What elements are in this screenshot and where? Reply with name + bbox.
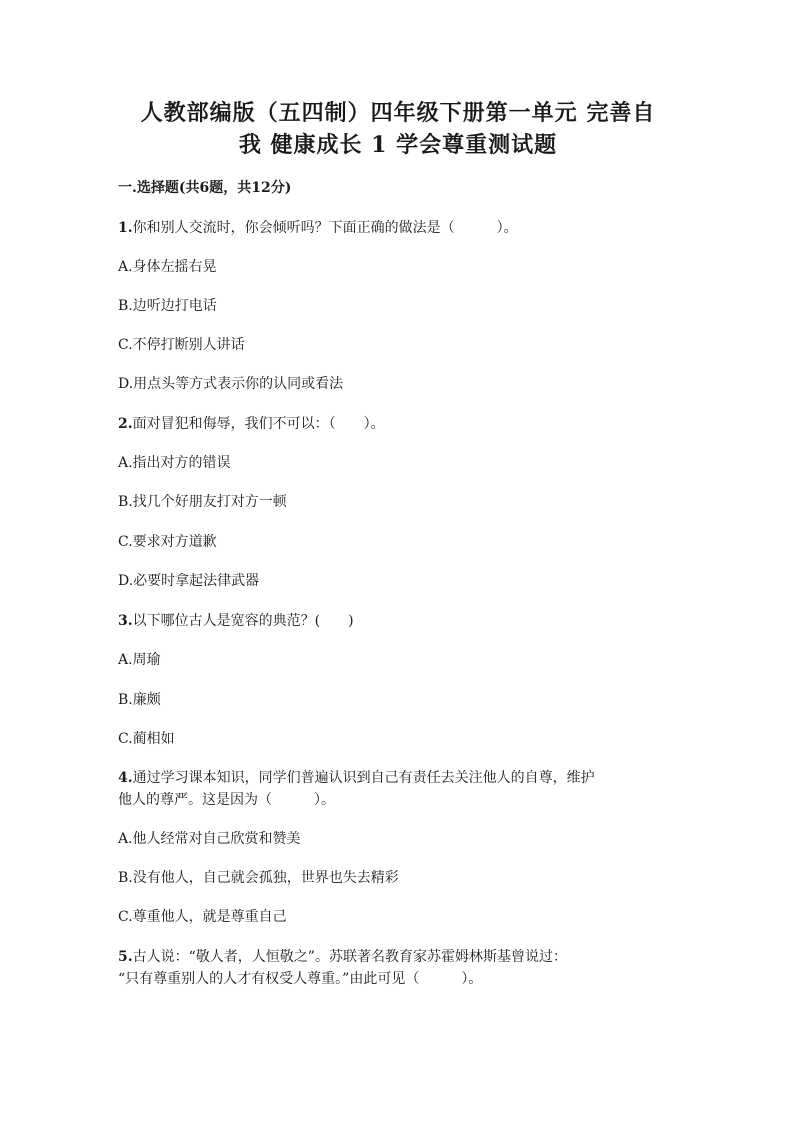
question-4-stem-line-2: 他人的尊严。这是因为（ ）。: [118, 792, 335, 808]
question-stem-line-1: 古人说：“敬人者，人恒敬之”。苏联著名教育家苏霍姆林斯基曾说过：: [132, 949, 567, 965]
question-5: [118, 947, 567, 967]
question-2-option-a: A.指出对方的错误: [118, 455, 231, 471]
question-1-option-a: A.身体左摇右晃: [118, 259, 217, 275]
section-header: 一.选择题(共6题，共12分): [118, 180, 292, 196]
title-line-1: 人教部编版（五四制）四年级下册第一单元 完善自: [140, 100, 656, 126]
question-2: [118, 414, 385, 434]
question-2-option-b: B.找几个好朋友打对方一顿: [118, 494, 287, 510]
question-3-option-b: B.廉颇: [118, 692, 161, 708]
question-number: 1.: [118, 220, 133, 236]
title-line-2: 我 健康成长 1 学会尊重测试题: [238, 132, 558, 158]
question-4-option-b: B.没有他人，自己就会孤独，世界也失去精彩: [118, 870, 399, 886]
question-number: 4.: [118, 770, 133, 786]
question-number: 5.: [118, 949, 133, 965]
question-5-stem-line-2: “只有尊重别人的人才有权受人尊重。”由此可见（ ）。: [118, 971, 483, 987]
question-stem: 以下哪位古人是宽容的典范？( ): [132, 613, 354, 629]
question-3-option-c: C.蔺相如: [118, 731, 175, 747]
document-title: [118, 97, 678, 161]
question-4-option-a: A.他人经常对自己欣赏和赞美: [118, 831, 301, 847]
question-number: 3.: [118, 613, 133, 629]
question-1-option-b: B.边听边打电话: [118, 298, 217, 314]
question-3: [118, 611, 354, 631]
question-1-option-d: D.用点头等方式表示你的认同或看法: [118, 376, 344, 392]
question-1-option-c: C.不停打断别人讲话: [118, 337, 245, 353]
question-1: [118, 218, 518, 238]
question-stem-line-1: 通过学习课本知识，同学们普遍认识到自己有责任去关注他人的自尊，维护: [132, 770, 595, 786]
question-stem: 面对冒犯和侮辱，我们不可以：（ ）。: [132, 416, 385, 432]
question-2-option-d: D.必要时拿起法律武器: [118, 573, 260, 589]
question-4: [118, 768, 595, 788]
question-number: 2.: [118, 416, 133, 432]
question-2-option-c: C.要求对方道歉: [118, 534, 217, 550]
question-stem: 你和别人交流时，你会倾听吗？下面正确的做法是（ ）。: [132, 220, 518, 236]
question-4-option-c: C.尊重他人，就是尊重自己: [118, 909, 287, 925]
question-3-option-a: A.周瑜: [118, 652, 161, 668]
